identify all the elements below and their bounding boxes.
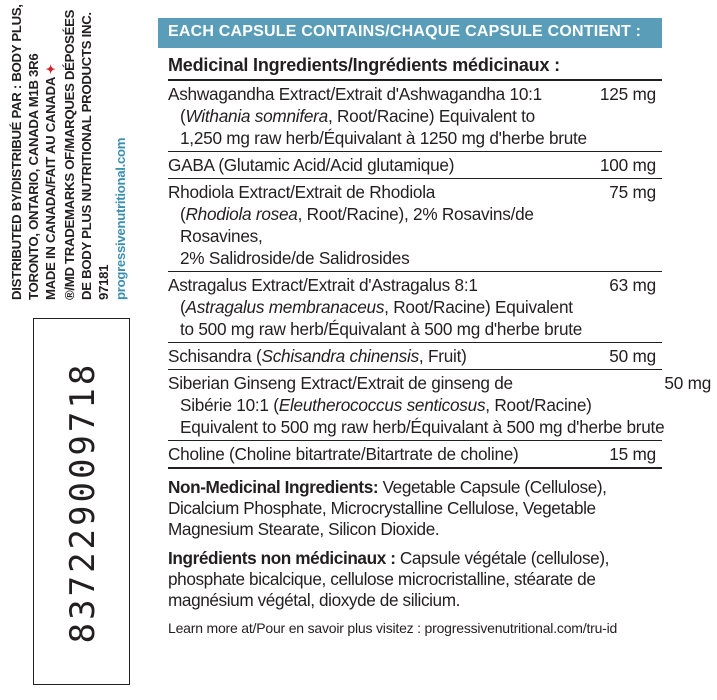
- ingredient-line: Astragalus Extract/Extrait d'Astragalus 8:1: [168, 275, 478, 295]
- non-medicinal-ingredients-en: [168, 477, 662, 540]
- latin-name: Eleutherococcus senticosus: [278, 395, 486, 415]
- ingredient-line-rest: , Root/Racine): [485, 395, 592, 415]
- barcode-box: [33, 318, 130, 685]
- ingredient-row-siberian-ginseng: [168, 370, 712, 441]
- ingredient-line: Rhodiola Extract/Extrait de Rhodiola: [168, 182, 436, 202]
- ingredient-row-rhodiola: [168, 179, 662, 272]
- non-medicinal-line: phosphate bicalcique, cellulose microcristalline, stéarate de: [168, 569, 596, 589]
- panel-content: [158, 48, 712, 636]
- trademark-line-1: ®/MD TRADEMARKS OF/MARQUES DÉPOSÉES: [61, 9, 77, 300]
- ingredient-line: (Astragalus membranaceus, Root/Racine) Equivalent: [180, 297, 573, 317]
- learn-more-footer: Learn more at/Pour en savoir plus visitez : progressivenutritional.com/tru-id: [168, 620, 618, 636]
- non-medicinal-text: Capsule végétale (cellulose),: [395, 548, 610, 568]
- ingredient-row-ashwagandha: [168, 81, 662, 152]
- ingredient-description: [168, 274, 582, 340]
- ingredient-line: Equivalent to 500 mg raw herb/Équivalant à 500 mg d'herbe brute: [180, 417, 665, 437]
- maple-leaf-icon: ✦: [44, 64, 59, 75]
- ingredient-description: [168, 83, 587, 149]
- supplement-facts-panel: [158, 18, 712, 636]
- ingredient-row-schisandra: [168, 343, 662, 370]
- non-medicinal-text: Vegetable Capsule (Cellulose),: [378, 477, 607, 497]
- ingredient-line: Schisandra (: [168, 346, 262, 366]
- ingredient-description: Choline (Choline bitartrate/Bitartrate de choline): [168, 444, 519, 464]
- ingredient-line: 2% Salidroside/de Salidrosides: [180, 248, 410, 268]
- non-medicinal-line: Dicalcium Phosphate, Microcrystalline Cellulose, Vegetable: [168, 498, 596, 518]
- ingredient-row-gaba: [168, 152, 662, 179]
- ingredient-description: GABA (Glutamic Acid/Acid glutamique): [168, 155, 455, 175]
- website-url[interactable]: progressivenutritional.com: [113, 137, 129, 300]
- ingredient-description: [168, 181, 609, 269]
- ingredient-line-rest: , Root/Racine) Equivalent: [384, 297, 573, 317]
- made-in-canada-text: MADE IN CANADA/FAIT AU CANADA: [43, 77, 59, 300]
- ingredient-line: (Withania somnifera, Root/Racine) Equivalent to: [180, 106, 535, 126]
- ingredient-row-astragalus: [168, 272, 662, 343]
- ingredient-line: 1,250 mg raw herb/Équivalant à 1250 mg d'herbe brute: [180, 128, 587, 148]
- ingredient-description: [168, 345, 467, 367]
- ingredient-line-rest: , Root/Racine) Equivalent to: [327, 106, 535, 126]
- ingredient-amount: 50 mg: [664, 373, 712, 393]
- ingredient-line: Siberian Ginseng Extract/Extrait de ginseng de: [168, 373, 513, 393]
- latin-name: Rhodiola rosea: [185, 204, 298, 224]
- barcode-number: 837229009718: [62, 361, 103, 644]
- ingredient-row-choline: [168, 441, 662, 469]
- ingredient-line: to 500 mg raw herb/Équivalant à 500 mg d'herbe brute: [180, 319, 583, 339]
- ingredient-line: [168, 394, 664, 416]
- distributor-line-1: DISTRIBUTED BY/DISTRIBUÉ PAR : BODY PLUS,: [9, 4, 24, 300]
- lot-code: 97181: [96, 264, 112, 300]
- made-in-canada-line: [42, 0, 60, 300]
- non-medicinal-line: [168, 477, 662, 498]
- non-medicinal-line: magnésium végétal, dioxyde de silicium.: [168, 590, 461, 610]
- ingredient-amount: 125 mg: [599, 84, 656, 104]
- latin-name: Schisandra chinensis: [261, 346, 419, 366]
- ingredient-amount: 50 mg: [609, 346, 656, 366]
- ingredient-amount: 15 mg: [609, 444, 656, 464]
- latin-name: Withania somnifera: [185, 106, 328, 126]
- ingredient-amount: 63 mg: [609, 275, 656, 295]
- non-medicinal-ingredients-fr: [168, 548, 662, 611]
- non-medicinal-line: [168, 548, 662, 569]
- ingredient-line-rest: , Root/Racine), 2% Rosavins/de Rosavines,: [180, 204, 534, 246]
- distributor-info: [8, 0, 148, 300]
- side-panel: [0, 0, 150, 700]
- distributor-line-2: TORONTO, ONTARIO, CANADA M1B 3R6: [26, 53, 42, 300]
- non-medicinal-line: Magnesium Stearate, Silicon Dioxide.: [168, 519, 440, 539]
- trademark-line-2: DE BODY PLUS NUTRITIONAL PRODUCTS INC.: [78, 12, 94, 300]
- ingredient-amount: 100 mg: [599, 155, 656, 175]
- ingredient-line-pre: Sibérie 10:1 (: [180, 395, 279, 415]
- ingredient-line: Ashwagandha Extract/Extrait d'Ashwagandha 10:1: [168, 84, 542, 104]
- latin-name: Astragalus membranaceus: [185, 297, 385, 317]
- non-medicinal-label: Ingrédients non médicinaux :: [168, 548, 396, 568]
- ingredient-line-rest: , Fruit): [418, 346, 467, 366]
- non-medicinal-label: Non-Medicinal Ingredients:: [168, 477, 379, 497]
- ingredient-line: (Rhodiola rosea, Root/Racine), 2% Rosavins/de Rosavines,: [180, 204, 534, 246]
- ingredient-description: [168, 372, 664, 438]
- ingredient-amount: 75 mg: [609, 182, 656, 202]
- panel-header: EACH CAPSULE CONTAINS/CHAQUE CAPSULE CONTIENT :: [158, 18, 662, 48]
- medicinal-ingredients-title: Medicinal Ingredients/Ingrédients médicinaux :: [168, 48, 662, 81]
